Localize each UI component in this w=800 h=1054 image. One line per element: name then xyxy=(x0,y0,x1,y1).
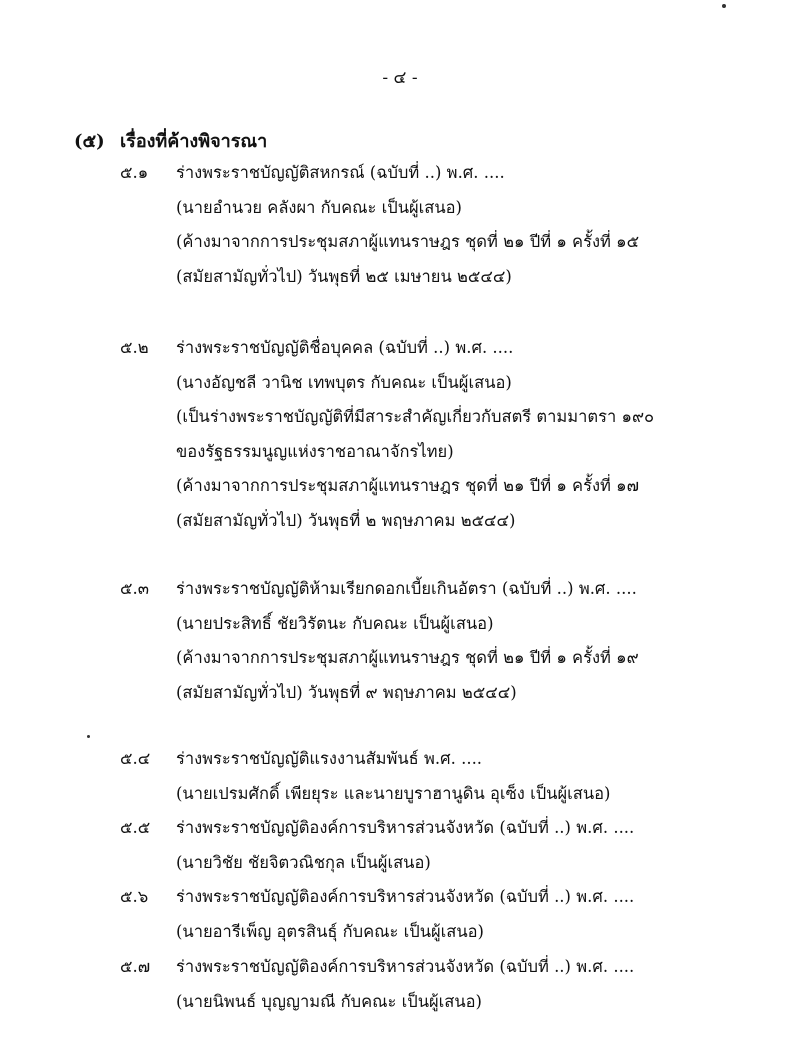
scan-speck xyxy=(87,735,90,738)
item-number: ๕.๕ xyxy=(120,818,151,838)
item-number: ๕.๗ xyxy=(120,957,151,977)
item-line: (สมัยสามัญทั่วไป) วันพุธที่ ๒ พฤษภาคม ๒๕๔๔) xyxy=(176,510,516,530)
item-line: (เป็นร่างพระราชบัญญัติที่มีสาระสำคัญเกี่ยวกับสตรี ตามมาตรา ๑๙๐ xyxy=(176,407,655,427)
item-line: (นายวิชัย ชัยจิตวณิชกุล เป็นผู้เสนอ) xyxy=(176,852,431,872)
section-title: เรื่องที่ค้างพิจารณา xyxy=(120,131,268,152)
scan-speck xyxy=(722,4,726,8)
agenda-item xyxy=(120,572,780,710)
section-heading xyxy=(74,126,267,155)
item-number: ๕.๒ xyxy=(120,338,149,358)
page-number: - ๔ - xyxy=(382,68,418,88)
item-line: ของรัฐธรรมนูญแห่งราชอาณาจักรไทย) xyxy=(176,441,454,461)
item-title: ร่างพระราชบัญญัติชื่อบุคคล (ฉบับที่ ..) พ.ศ. .... xyxy=(176,338,514,358)
item-title: ร่างพระราชบัญญัติองค์การบริหารส่วนจังหวัด (ฉบับที่ ..) พ.ศ. .... xyxy=(176,818,635,838)
item-line: (ค้างมาจากการประชุมสภาผู้แทนราษฎร ชุดที่ ๒๑ ปีที่ ๑ ครั้งที่ ๑๗ xyxy=(176,476,640,496)
item-number: ๕.๔ xyxy=(120,749,151,769)
item-line: (นายอำนวย คลังผา กับคณะ เป็นผู้เสนอ) xyxy=(176,197,462,217)
agenda-item xyxy=(120,331,780,538)
item-line: (นายอารีเพ็ญ อุตรสินธุ์ กับคณะ เป็นผู้เสนอ) xyxy=(176,921,484,941)
item-line: (นายนิพนธ์ บุญญามณี กับคณะ เป็นผู้เสนอ) xyxy=(176,991,482,1011)
item-title: ร่างพระราชบัญญัติแรงงานสัมพันธ์ พ.ศ. .... xyxy=(176,749,483,769)
item-number: ๕.๖ xyxy=(120,887,149,907)
item-title: ร่างพระราชบัญญัติองค์การบริหารส่วนจังหวัด (ฉบับที่ ..) พ.ศ. .... xyxy=(176,887,635,907)
item-line: (นายประสิทธิ์ ชัยวิรัตนะ กับคณะ เป็นผู้เสนอ) xyxy=(176,613,494,633)
agenda-item xyxy=(120,156,780,294)
item-number: ๕.๑ xyxy=(120,163,149,183)
agenda-item xyxy=(120,880,780,949)
item-title: ร่างพระราชบัญญัติสหกรณ์ (ฉบับที่ ..) พ.ศ. .... xyxy=(176,163,505,183)
agenda-item xyxy=(120,950,780,1019)
item-line: (นางอัญชลี วานิช เทพบุตร กับคณะ เป็นผู้เสนอ) xyxy=(176,372,512,392)
item-line: (ค้างมาจากการประชุมสภาผู้แทนราษฎร ชุดที่ ๒๑ ปีที่ ๑ ครั้งที่ ๑๕ xyxy=(176,232,640,252)
item-line: (ค้างมาจากการประชุมสภาผู้แทนราษฎร ชุดที่ ๒๑ ปีที่ ๑ ครั้งที่ ๑๙ xyxy=(176,648,639,668)
item-line: (สมัยสามัญทั่วไป) วันพุธที่ ๒๕ เมษายน ๒๕๔๔) xyxy=(176,266,512,286)
section-number: (๕) xyxy=(74,131,105,152)
item-line: (นายเปรมศักดิ์ เพียยุระ และนายบูราฮานูดิน อุเซ็ง เป็นผู้เสนอ) xyxy=(176,783,611,803)
item-line: (สมัยสามัญทั่วไป) วันพุธที่ ๙ พฤษภาคม ๒๕๔๔) xyxy=(176,682,517,702)
item-title: ร่างพระราชบัญญัติองค์การบริหารส่วนจังหวัด (ฉบับที่ ..) พ.ศ. .... xyxy=(176,957,635,977)
item-title: ร่างพระราชบัญญัติห้ามเรียกดอกเบี้ยเกินอัตรา (ฉบับที่ ..) พ.ศ. .... xyxy=(176,579,637,599)
agenda-item xyxy=(120,742,780,811)
item-number: ๕.๓ xyxy=(120,579,150,599)
agenda-item xyxy=(120,811,780,880)
